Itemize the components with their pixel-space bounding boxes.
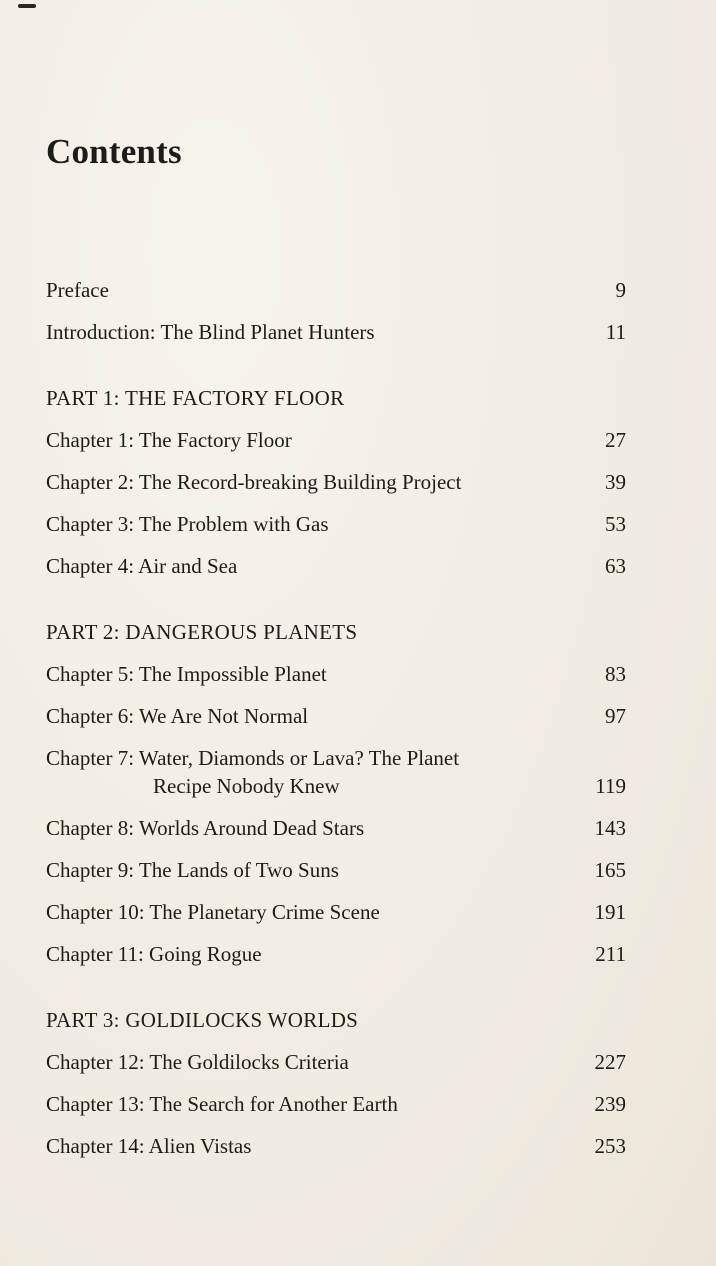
toc-entry-chapter[interactable]	[46, 1118, 626, 1160]
toc-entry-page: 9	[615, 278, 626, 302]
toc-entry-chapter[interactable]	[46, 646, 626, 688]
toc-entry-page: 165	[594, 858, 626, 882]
toc-entry-label: Chapter 6: We Are Not Normal	[46, 704, 309, 728]
toc-entry-label: Chapter 8: Worlds Around Dead Stars	[46, 816, 365, 840]
toc-entry-page: 191	[594, 900, 626, 924]
toc-entry-page: 27	[605, 428, 626, 452]
toc-entry-label: Chapter 12: The Goldilocks Criteria	[46, 1050, 349, 1074]
toc-entry-label	[46, 744, 586, 800]
toc-entry-label: Introduction: The Blind Planet Hunters	[46, 320, 375, 344]
page-title: Contents	[46, 132, 182, 171]
toc-entry-label-line1: Chapter 7: Water, Diamonds or Lava? The Planet	[46, 746, 460, 770]
toc-entry-label-line2: Recipe Nobody Knew	[153, 774, 340, 798]
toc-entry-page: 11	[605, 320, 626, 344]
toc-entry-label: Chapter 5: The Impossible Planet	[46, 662, 327, 686]
toc-entry-label: Chapter 11: Going Rogue	[46, 942, 262, 966]
part-heading: PART 3: GOLDILOCKS WORLDS	[46, 1008, 359, 1032]
toc-entry-label: Chapter 9: The Lands of Two Suns	[46, 858, 339, 882]
part-heading: PART 1: THE FACTORY FLOOR	[46, 386, 345, 410]
toc-entry-label: Chapter 4: Air and Sea	[46, 554, 238, 578]
toc-entry-label: Chapter 14: Alien Vistas	[46, 1134, 252, 1158]
toc-entry-chapter[interactable]	[46, 454, 626, 496]
toc-entry-label: Chapter 2: The Record-breaking Building Project	[46, 470, 462, 494]
toc-entry-page: 211	[595, 942, 626, 966]
toc-entry-chapter[interactable]	[46, 730, 626, 800]
toc-entry-page: 227	[594, 1050, 626, 1074]
toc-entry-label: Preface	[46, 278, 109, 302]
toc-entry-chapter[interactable]	[46, 884, 626, 926]
toc-entry-preface[interactable]	[46, 262, 626, 304]
toc-entry-chapter[interactable]	[46, 688, 626, 730]
toc-entry-page: 53	[605, 512, 626, 536]
toc-entry-page: 63	[605, 554, 626, 578]
toc-entry-page: 253	[594, 1134, 626, 1158]
toc-entry-chapter[interactable]	[46, 926, 626, 968]
part-heading: PART 2: DANGEROUS PLANETS	[46, 620, 358, 644]
toc-entry-chapter[interactable]	[46, 538, 626, 580]
table-of-contents	[46, 262, 626, 1160]
toc-entry-chapter[interactable]	[46, 842, 626, 884]
toc-entry-chapter[interactable]	[46, 800, 626, 842]
toc-entry-chapter[interactable]	[46, 1034, 626, 1076]
toc-entry-page: 97	[605, 704, 626, 728]
toc-entry-label: Chapter 10: The Planetary Crime Scene	[46, 900, 380, 924]
toc-entry-label: Chapter 3: The Problem with Gas	[46, 512, 329, 536]
toc-entry-page: 39	[605, 470, 626, 494]
toc-entry-chapter[interactable]	[46, 412, 626, 454]
toc-entry-chapter[interactable]	[46, 1076, 626, 1118]
page-corner-mark	[18, 4, 36, 8]
toc-entry-label: Chapter 1: The Factory Floor	[46, 428, 292, 452]
toc-entry-chapter[interactable]	[46, 496, 626, 538]
toc-entry-page: 83	[605, 662, 626, 686]
toc-entry-page: 239	[594, 1092, 626, 1116]
toc-entry-introduction[interactable]	[46, 304, 626, 346]
toc-entry-label: Chapter 13: The Search for Another Earth	[46, 1092, 398, 1116]
toc-entry-page: 119	[595, 774, 626, 798]
toc-entry-page: 143	[594, 816, 626, 840]
